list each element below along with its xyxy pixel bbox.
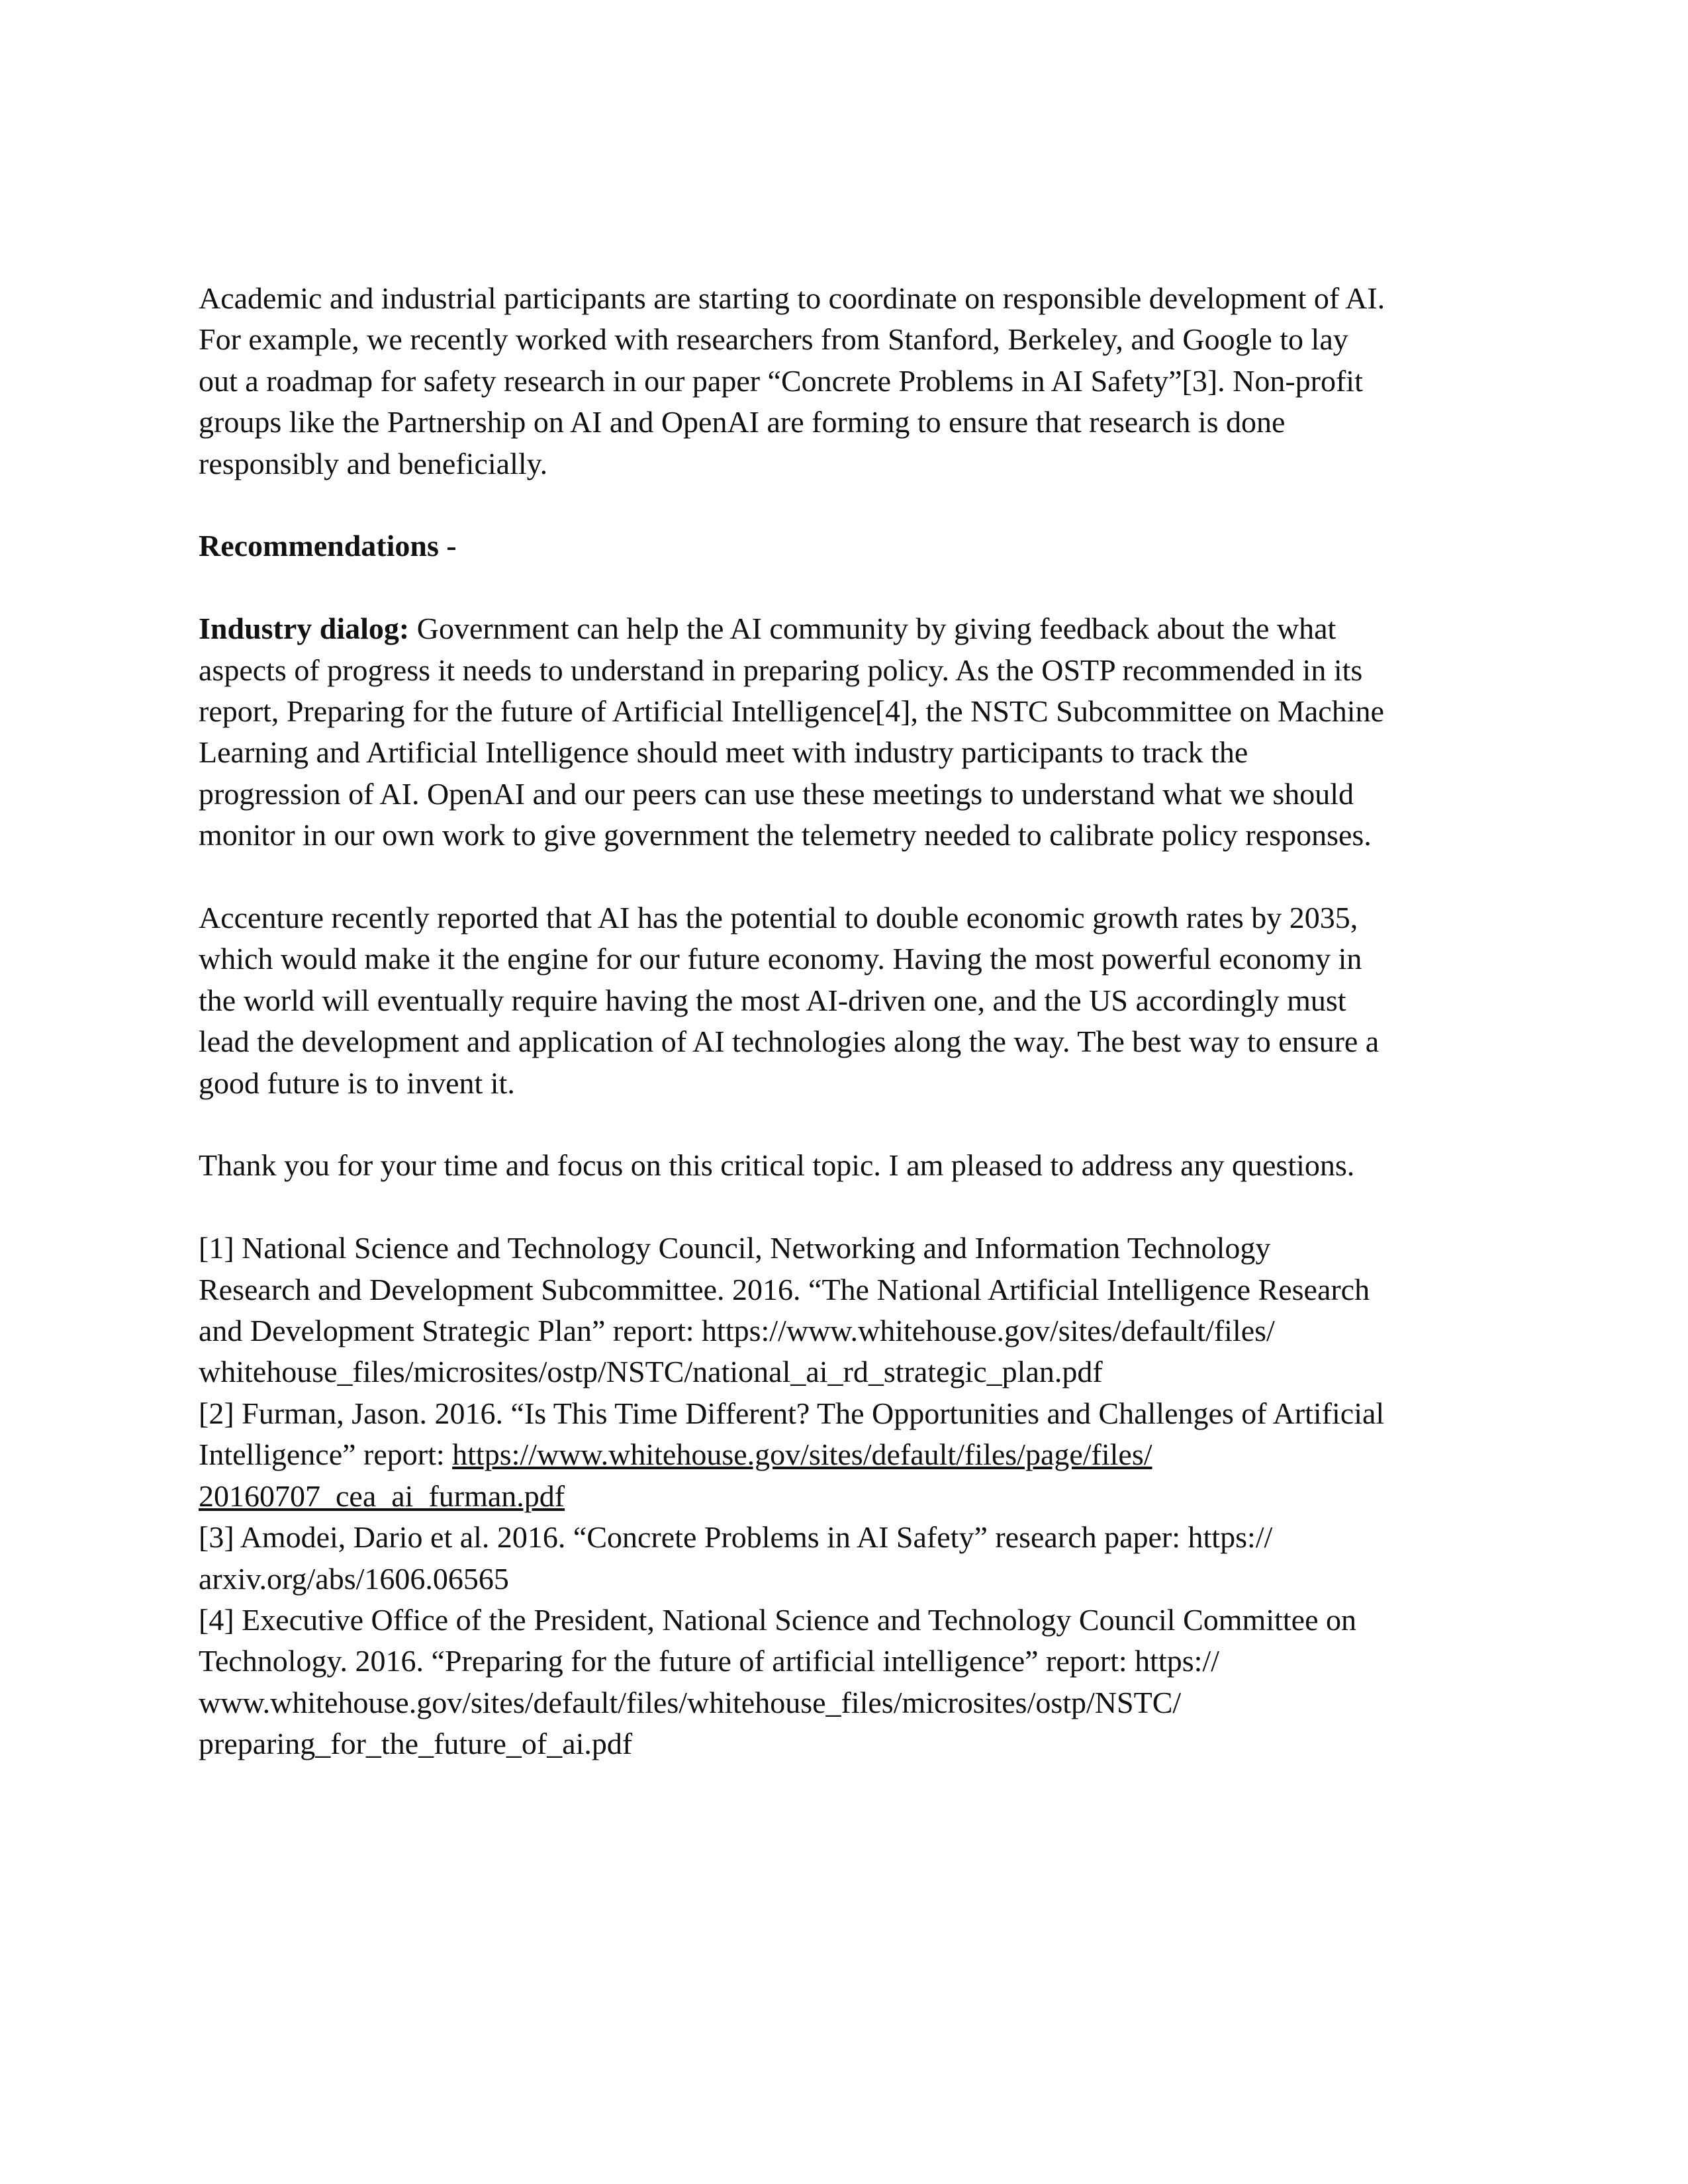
document-page xyxy=(199,278,1509,1765)
text-line: Technology. 2016. “Preparing for the future of artificial intelligence” report: https:// xyxy=(199,1644,1219,1678)
reference-2-prefix: Intelligence” report: xyxy=(199,1437,453,1472)
reference-1 xyxy=(199,1228,1509,1393)
text-line: responsibly and beneficially. xyxy=(199,446,548,480)
industry-dialog-paragraph xyxy=(199,608,1509,856)
text-line: which would make it the engine for our future economy. Having the most powerful economy in xyxy=(199,942,1362,976)
text-line: aspects of progress it needs to understand in preparing policy. As the OSTP recommended in its xyxy=(199,653,1363,687)
reference-3 xyxy=(199,1517,1509,1600)
text-line: preparing_for_the_future_of_ai.pdf xyxy=(199,1727,633,1761)
text-line: [4] Executive Office of the President, National Science and Technology Council Committee on xyxy=(199,1602,1356,1637)
references-list xyxy=(199,1228,1509,1764)
text-line: Research and Development Subcommittee. 2016. “The National Artificial Intelligence Research xyxy=(199,1272,1370,1306)
industry-dialog-label: Industry dialog: xyxy=(199,612,410,646)
recommendations-heading: Recommendations - xyxy=(199,529,457,563)
text-line: [2] Furman, Jason. 2016. “Is This Time Different? The Opportunities and Challenges of Artificial xyxy=(199,1396,1385,1430)
text-line: www.whitehouse.gov/sites/default/files/whitehouse_files/microsites/ostp/NSTC/ xyxy=(199,1685,1182,1719)
text-line: groups like the Partnership on AI and OpenAI are forming to ensure that research is done xyxy=(199,405,1286,439)
reference-2-link-continued[interactable]: 20160707_cea_ai_furman.pdf xyxy=(199,1479,565,1513)
text-line: the world will eventually require having the most AI-driven one, and the US accordingly must xyxy=(199,983,1346,1017)
text-line: and Development Strategic Plan” report: https://www.whitehouse.gov/sites/default/files/ xyxy=(199,1314,1275,1348)
text-line: good future is to invent it. xyxy=(199,1066,515,1100)
text-line: monitor in our own work to give government the telemetry needed to calibrate policy responses. xyxy=(199,818,1372,852)
text-line: lead the development and application of AI technologies along the way. The best way to ensure a xyxy=(199,1024,1380,1059)
reference-2-link[interactable]: https://www.whitehouse.gov/sites/default/files/page/files/ xyxy=(452,1437,1152,1472)
text-line: Academic and industrial participants are starting to coordinate on responsible development of AI. xyxy=(199,281,1385,315)
reference-2 xyxy=(199,1393,1509,1517)
text-line: report, Preparing for the future of Artificial Intelligence[4], the NSTC Subcommittee on Machine xyxy=(199,694,1384,729)
text-line xyxy=(199,1434,1509,1475)
text-line: Accenture recently reported that AI has the potential to double economic growth rates by 2035, xyxy=(199,901,1358,935)
text-line: out a roadmap for safety research in our paper “Concrete Problems in AI Safety”[3]. Non-profit xyxy=(199,363,1363,398)
accenture-paragraph xyxy=(199,897,1509,1104)
text-line: Learning and Artificial Intelligence should meet with industry participants to track the xyxy=(199,735,1248,770)
text-line: progression of AI. OpenAI and our peers can use these meetings to understand what we should xyxy=(199,776,1354,811)
text-line: [1] National Science and Technology Council, Networking and Information Technology xyxy=(199,1231,1271,1265)
text-line: whitehouse_files/microsites/ostp/NSTC/national_ai_rd_strategic_plan.pdf xyxy=(199,1355,1103,1389)
thanks-paragraph: Thank you for your time and focus on this critical topic. I am pleased to address any questions. xyxy=(199,1148,1355,1183)
intro-paragraph xyxy=(199,278,1509,484)
text-line: For example, we recently worked with researchers from Stanford, Berkeley, and Google to lay xyxy=(199,322,1348,357)
text-line xyxy=(199,608,1509,649)
industry-dialog-text: Government can help the AI community by giving feedback about the what xyxy=(409,612,1336,646)
text-line: arxiv.org/abs/1606.06565 xyxy=(199,1561,509,1596)
text-line: [3] Amodei, Dario et al. 2016. “Concrete Problems in AI Safety” research paper: https:// xyxy=(199,1520,1273,1555)
reference-4 xyxy=(199,1600,1509,1765)
